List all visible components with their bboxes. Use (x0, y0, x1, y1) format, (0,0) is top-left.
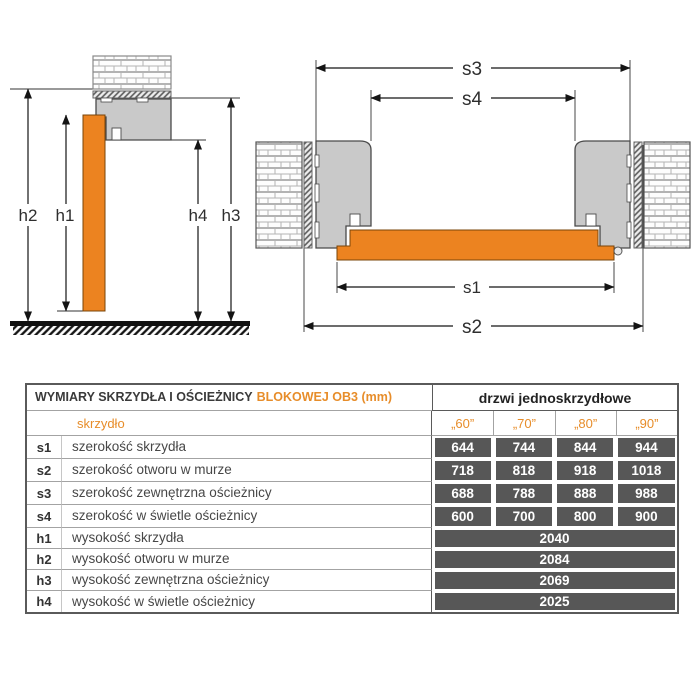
size-header-80: „80” (555, 411, 616, 436)
hinge-pin (614, 247, 622, 255)
value-cell: 888 (557, 484, 613, 503)
row-label: szerokość w świetle ościeżnicy (62, 505, 432, 528)
value-cell-merged: 2084 (435, 551, 675, 568)
value-cell-merged: 2040 (435, 530, 675, 547)
dim-label-s4: s4 (461, 89, 483, 110)
floor-hatching (13, 326, 249, 335)
value-cell-merged: 2069 (435, 572, 675, 589)
row-label: wysokość skrzydła (62, 528, 432, 549)
row-code: s2 (27, 459, 62, 482)
value-cell: 918 (557, 461, 613, 480)
row-code: h3 (27, 570, 62, 591)
row-code: h1 (27, 528, 62, 549)
row-code: s1 (27, 436, 62, 459)
frame-rebate-notch-left (350, 214, 360, 226)
row-label: wysokość w świetle ościeżnicy (62, 591, 432, 612)
table-title-highlight: BLOKOWEJ OB3 (mm) (256, 390, 393, 405)
door-leaf-horizontal (337, 230, 614, 260)
left-diagram-vertical-section (10, 56, 250, 335)
table-title-prefix: WYMIARY SKRZYDŁA I OŚCIEŻNICY (35, 390, 253, 405)
row-code: h4 (27, 591, 62, 612)
dimensions-table (25, 383, 679, 614)
frame-groove (101, 98, 112, 102)
table-title (27, 385, 432, 411)
brick-wall-left (256, 142, 302, 248)
value-cell: 944 (618, 438, 674, 457)
value-cell: 818 (496, 461, 552, 480)
table-subheader-leaf: skrzydło (27, 411, 432, 436)
dim-label-h4: h4 (188, 206, 208, 225)
dim-label-s2: s2 (461, 317, 483, 338)
row-label: szerokość otworu w murze (62, 459, 432, 482)
value-cell: 700 (496, 507, 552, 526)
value-cell: 718 (435, 461, 491, 480)
brick-wall-right (644, 142, 690, 248)
frame-groove (315, 184, 319, 202)
value-cell: 1018 (618, 461, 674, 480)
frame-groove (137, 98, 148, 102)
value-cell-merged: 2025 (435, 593, 675, 610)
value-cell: 644 (435, 438, 491, 457)
table-header-door-type: drzwi jednoskrzydłowe (432, 385, 677, 411)
value-cell: 844 (557, 438, 613, 457)
size-header-70: „70” (493, 411, 554, 436)
value-cell: 788 (496, 484, 552, 503)
dim-label-s1: s1 (463, 278, 481, 297)
value-cell: 988 (618, 484, 674, 503)
value-cell: 800 (557, 507, 613, 526)
dim-label-h1: h1 (55, 206, 75, 225)
value-cell: 688 (435, 484, 491, 503)
value-cell: 744 (496, 438, 552, 457)
floor-line (10, 321, 250, 326)
frame-groove (315, 222, 319, 238)
dim-label-h2: h2 (18, 206, 38, 225)
frame-rebate-notch (112, 128, 121, 140)
seal-strip-left (304, 142, 312, 248)
right-diagram-horizontal-section (256, 56, 690, 338)
size-header-90: „90” (616, 411, 677, 436)
row-label: wysokość zewnętrzna ościeżnicy (62, 570, 432, 591)
frame-groove (627, 155, 631, 167)
brick-wall-section (93, 56, 171, 89)
frame-groove (315, 155, 319, 167)
dim-label-h3: h3 (221, 206, 241, 225)
frame-head-profile (96, 99, 171, 140)
row-code: h2 (27, 549, 62, 570)
row-label: wysokość otworu w murze (62, 549, 432, 570)
door-leaf-vertical (83, 115, 105, 311)
row-code: s3 (27, 482, 62, 505)
row-label: szerokość skrzydła (62, 436, 432, 459)
frame-rebate-notch-right (586, 214, 596, 226)
value-cell: 900 (618, 507, 674, 526)
seal-strip-right (634, 142, 642, 248)
size-header-60: „60” (432, 411, 493, 436)
frame-groove (627, 184, 631, 202)
row-label: szerokość zewnętrzna ościeżnicy (62, 482, 432, 505)
row-code: s4 (27, 505, 62, 528)
seal-strip (93, 91, 171, 98)
frame-groove (627, 222, 631, 238)
dim-label-s3: s3 (461, 59, 483, 80)
value-cell: 600 (435, 507, 491, 526)
